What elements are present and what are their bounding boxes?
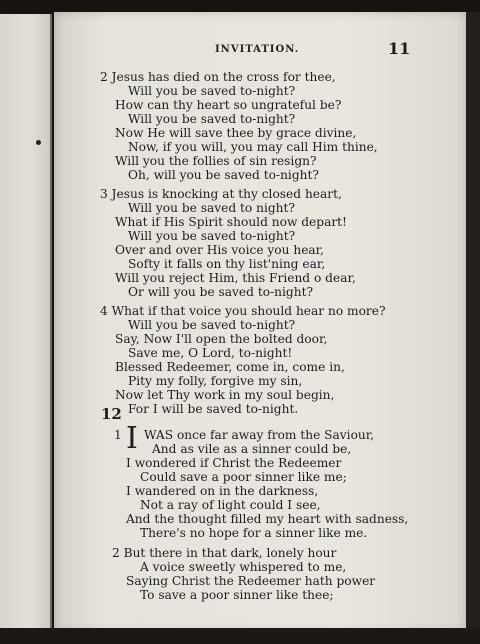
verse-line: To save a poor sinner like thee; <box>140 588 334 602</box>
scan-border-right <box>466 12 480 632</box>
verse-line: WAS once far away from the Saviour, <box>144 428 375 442</box>
scan-border-bottom <box>0 628 480 644</box>
page-number: 11 <box>388 39 411 58</box>
verse-line: 4 What if that voice you should hear no more? <box>100 304 386 318</box>
verse-line: Blessed Redeemer, come in, come in, <box>115 360 345 374</box>
verse-line: Now let Thy work in my soul begin, <box>115 388 335 402</box>
verse-line: And the thought filled my heart with sadness, <box>126 512 409 526</box>
verse-line: For I will be saved to-night. <box>128 402 299 416</box>
verse-line: How can thy heart so ungrateful be? <box>115 98 342 112</box>
verse-line: Will you be saved to-night? <box>128 84 296 98</box>
verse-line: Will you be saved to night? <box>128 201 295 215</box>
verse-line: What if His Spirit should now depart! <box>115 215 347 229</box>
verse-line: Will you be saved to-night? <box>128 318 296 332</box>
verse-line: Say, Now I'll open the bolted door, <box>115 332 328 346</box>
verse-line: There's no hope for a sinner like me. <box>140 526 368 540</box>
verse-line: 2 But there in that dark, lonely hour <box>112 546 337 560</box>
verse-line: Will you the follies of sin resign? <box>115 154 317 168</box>
verse-line: Could save a poor sinner like me; <box>140 470 347 484</box>
binding-hole <box>36 140 41 145</box>
verse-line: 3 Jesus is knocking at thy closed heart, <box>100 187 342 201</box>
verse-line: 2 Jesus has died on the cross for thee, <box>100 70 336 84</box>
verse-line: Over and over His voice you hear, <box>115 243 325 257</box>
drop-cap: I <box>126 421 138 456</box>
verse-line: I wondered if Christ the Redeemer <box>126 456 342 470</box>
verse-line: Will you reject Him, this Friend o dear, <box>115 271 356 285</box>
verse-line: Will you be saved to-night? <box>128 112 296 126</box>
verse-line: Or will you be saved to-night? <box>128 285 314 299</box>
verse-line: Will you be saved to-night? <box>128 229 296 243</box>
verse-line: Save me, O Lord, to-night! <box>128 346 293 360</box>
facing-page-edge <box>0 14 52 628</box>
running-head: INVITATION. <box>215 44 300 55</box>
verse-line: And as vile as a sinner could be, <box>152 442 352 456</box>
verse-line: Oh, will you be saved to-night? <box>128 168 319 182</box>
verse-number: 1 <box>114 428 122 442</box>
verse-line: Pity my folly, forgive my sin, <box>128 374 303 388</box>
verse-line: I wandered on in the darkness, <box>126 484 319 498</box>
verse-line: A voice sweetly whispered to me, <box>140 560 347 574</box>
verse-line: Saying Christ the Redeemer hath power <box>126 574 376 588</box>
verse-line: Now, if you will, you may call Him thine, <box>128 140 378 154</box>
verse-line: Softy it falls on thy list'ning ear, <box>128 257 326 271</box>
hymn-number: 12 <box>101 405 122 423</box>
verse-line: Now He will save thee by grace divine, <box>115 126 357 140</box>
verse-line: Not a ray of light could I see, <box>140 498 321 512</box>
